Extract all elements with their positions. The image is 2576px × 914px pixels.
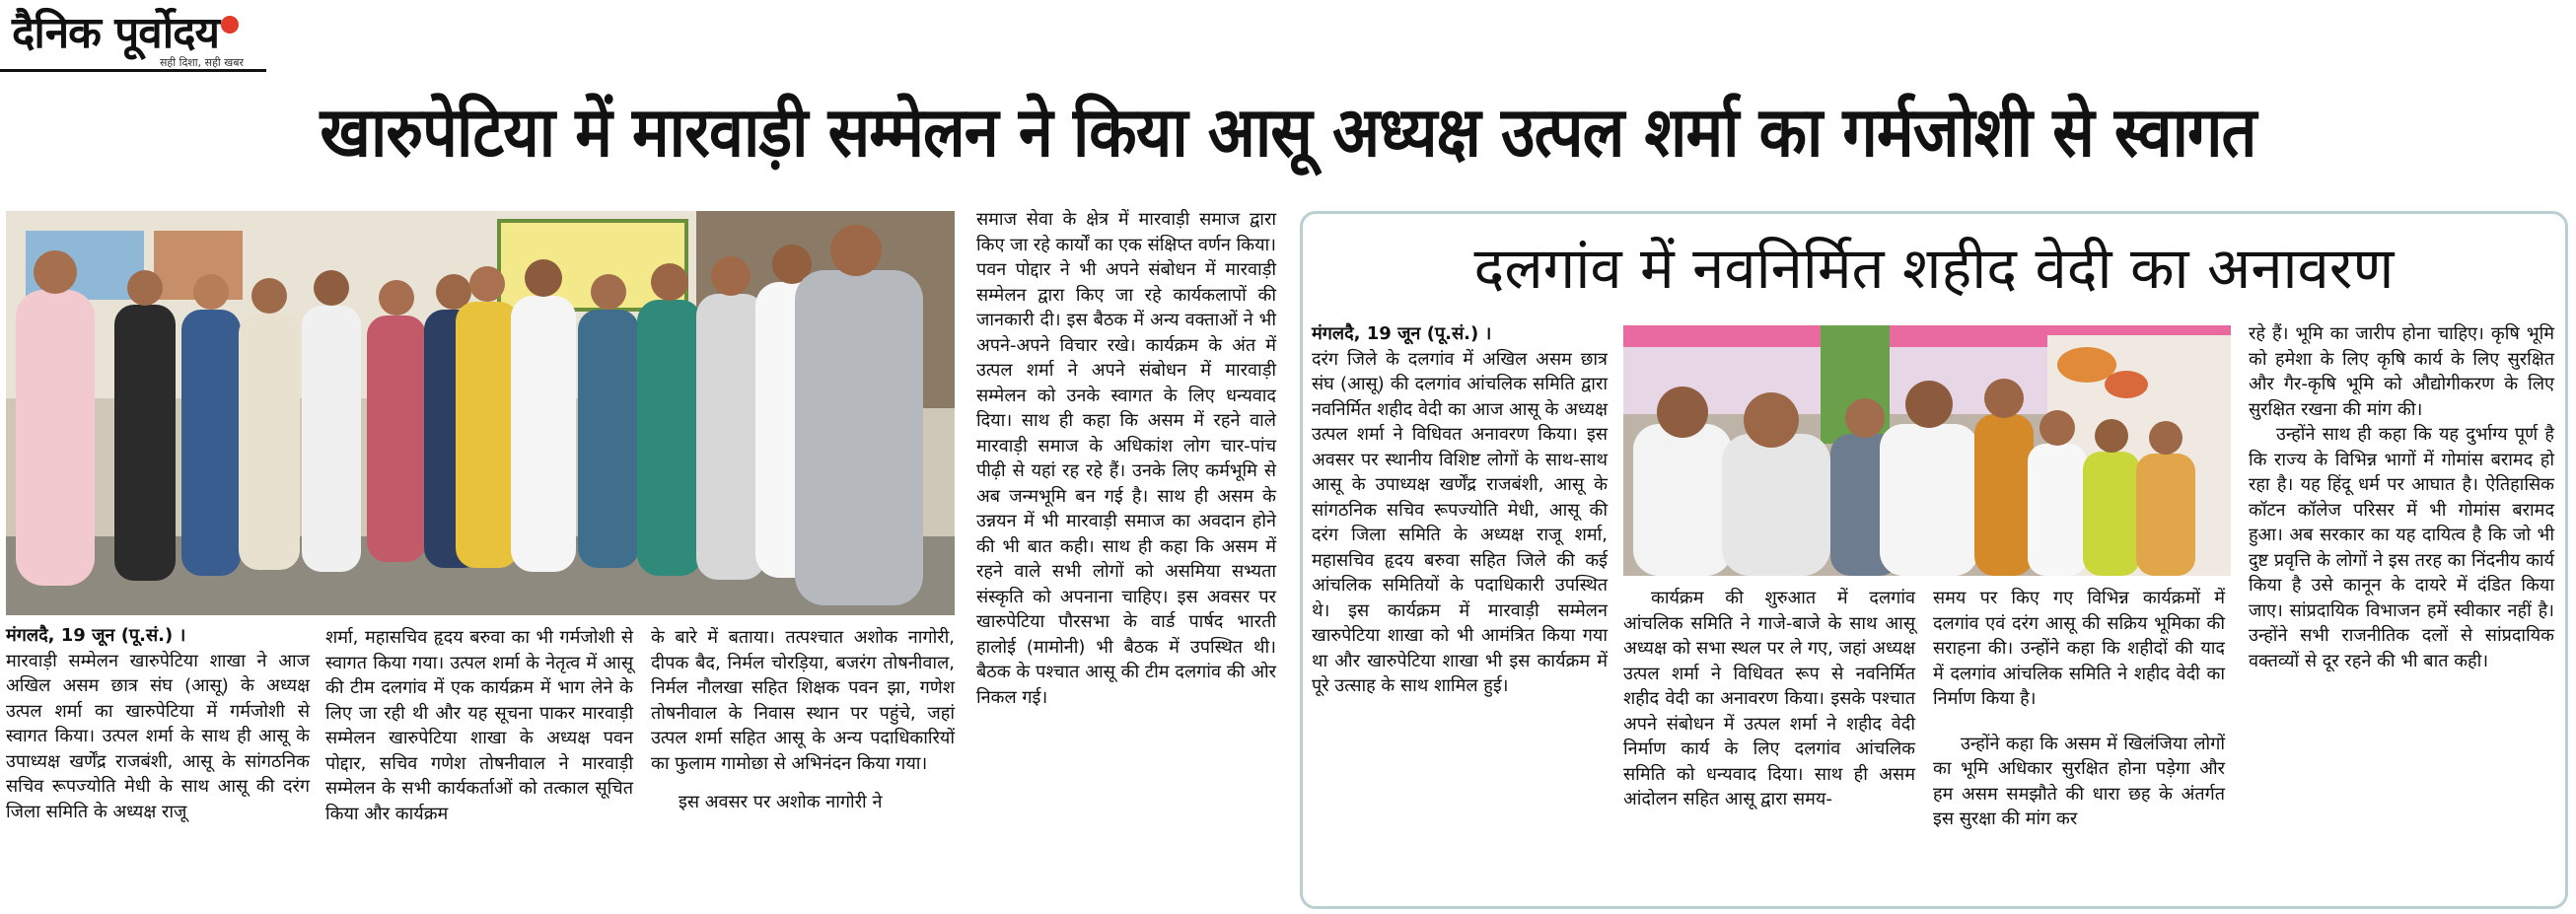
second-story-column-1: [1312, 321, 1608, 699]
second-story-column-2: [1623, 586, 1915, 812]
masthead: [12, 8, 244, 70]
main-story-col3-text: के बारे में बताया। तत्पश्चात अशोक नागोरी, दीपक बैद, निर्मल चोरड़िया, बजरंग तोषनीवाल, निर्मल नौलखा सहित शिक्षक पवन झा, गणेश तोषनीवाल के निवास स्थान पर पहुंचे, जहां उत्पल शर्मा सहित आसू के अन्य पदाधिकारियों का फुलाम गामोछा से अभिनंदन किया गया।: [651, 627, 955, 774]
second-story-col3b-text: उन्होंने कहा कि असम में खिलंजिया लोगों का भूमि अधिकार सुरक्षित होना पड़ेगा और हम असम समझौते की धारा छह के अंतर्गत इस सुरक्षा की मांग कर: [1933, 733, 2225, 829]
main-story-col1-text: मारवाड़ी सम्मेलन खारुपेटिया शाखा ने आज अखिल असम छात्र संघ (आसू) के अध्यक्ष उत्पल शर्मा का खारुपेटिया में गर्मजोशी से स्वागत किया। उत्पल शर्मा के साथ ही आसू के उपाध्यक्ष खर्णेंद्र राजबंशी, आसू के सांगठनिक सचिव रूपज्योति मेधी के साथ आसू की दरंग जिला समिति के अध्यक्ष राजू: [6, 650, 310, 822]
main-story-column-4: [976, 207, 1276, 710]
second-story-dateline: मंगलदै, 19 जून (पू.सं.) ।: [1312, 323, 1492, 344]
main-story-dateline: मंगलदै, 19 जून (पू.सं.) ।: [6, 625, 186, 646]
second-story-col2-text: कार्यक्रम की शुरुआत में दलगांव आंचलिक समिति ने गाजे-बाजे के साथ आसू अध्यक्ष को सभा स्थल पर ले गए, जहां अध्यक्ष उत्पल शर्मा ने विधिवत रूप से नवनिर्मित शहीद वेदी का अनावरण किया। इसके पश्चात अपने संबोधन में उत्पल शर्मा ने शहीद वेदी निर्माण कार्य के लिए दलगांव आंचलिक समिति को धन्यवाद दिया। साथ ही असम आंदोलन सहित आसू द्वारा समय-: [1623, 588, 1915, 809]
second-story-col1-text: दरंग जिले के दलगांव में अखिल असम छात्र संघ (आसू) की दलगांव आंचलिक समिति द्वारा नवनिर्मित शहीद वेदी का आज आसू के अध्यक्ष उत्पल शर्मा ने विधिवत अनावरण किया। इस अवसर पर स्थानीय विशिष्ट लोगों के साथ-साथ आसू के उपाध्यक्ष खर्णेंद्र राजबंशी, आसू के सांगठनिक सचिव रूपज्योति मेधी, आसू की दरंग जिला समिति के अध्यक्ष राजू शर्मा, महासचिव हृदय बरुवा सहित जिले की कई आंचलिक समितियों के पदाधिकारी उपस्थित थे। इस कार्यक्रम में मारवाड़ी सम्मेलन खारुपेटिया शाखा को भी आमंत्रित किया गया था और खारुपेटिया शाखा भी इस कार्यक्रम में पूरे उत्साह के साथ शामिल हुई।: [1312, 348, 1608, 696]
masthead-tagline: सही दिशा, सही खबर: [160, 56, 245, 69]
masthead-name: दैनिक पूर्वोदय: [12, 8, 220, 58]
masthead-rule: [0, 69, 266, 72]
main-story-column-1: [6, 623, 310, 824]
masthead-logo-dot-icon: [221, 16, 239, 34]
second-story-headline: दलगांव में नवनिर्मित शहीद वेदी का अनावरण: [1473, 235, 2395, 302]
second-story-column-4: [2249, 321, 2554, 673]
main-story-col3-last: इस अवसर पर अशोक नागोरी ने: [679, 792, 883, 812]
second-story-col4a-text: रहे हैं। भूमि का जारीप होना चाहिए। कृषि भूमि को हमेशा के लिए कृषि कार्य के लिए सुरक्षित और गैर-कृषि भूमि को औद्योगीकरण के लिए सुरक्षित रखना की मांग की।: [2249, 323, 2554, 420]
main-story-column-2: [325, 625, 633, 826]
second-story-photo: [1623, 325, 2231, 576]
main-story-column-3: [651, 625, 955, 815]
second-story-col3a-text: समय पर किए गए विभिन्न कार्यक्रमों में दलगांव एवं दरंग आसू की सक्रिय भूमिका की सराहना की। उन्होंने कहा कि शहीदों की याद में दलगांव आंचलिक समिति ने शहीद वेदी का निर्माण किया है।: [1933, 588, 2225, 709]
main-story-photo: [6, 211, 955, 615]
main-story-col4-text: समाज सेवा के क्षेत्र में मारवाड़ी समाज द्वारा किए जा रहे कार्यों का एक संक्षिप्त वर्णन किया। पवन पोद्दार ने भी अपने संबोधन में मारवाड़ी सम्मेलन द्वारा किए जा रहे कार्यकलापों की जानकारी दी। इस बैठक में अन्य वक्ताओं ने भी अपने-अपने विचार रखे। कार्यक्रम के अंत में उत्पल शर्मा ने अपने संबोधन में मारवाड़ी सम्मेलन को उनके स्वागत के लिए धन्यवाद दिया। साथ ही कहा कि असम में रहने वाले मारवाड़ी समाज के अधिकांश लोग चार-पांच पीढ़ी से यहां रह रहे हैं। उनके लिए कर्मभूमि से अब जन्मभूमि बन गई है। साथ ही असम के उन्नयन में भी मारवाड़ी समाज का अवदान होने की भी बात कही। साथ ही कहा कि असम में रहने वाले सभी लोगों को असमिया सभ्यता संस्कृति को अपनाना चाहिए। इस अवसर पर खारुपेटिया पौरसभा के वार्ड पार्षद भारती हालोई (मामोनी) भी बैठक में उपस्थित थी। बैठक के पश्चात आसू की टीम दलगांव की ओर निकल गई।: [976, 209, 1276, 708]
second-story-column-3: [1933, 586, 2225, 832]
second-story-col4b-text: उन्होंने साथ ही कहा कि यह दुर्भाग्य पूर्ण है कि राज्य के विभिन्न भागों में गोमांस बरामद हो रहा है। यह हिंदू धर्म पर आघात है। ऐतिहासिक कॉटन कॉलेज परिसर में भी गोमांस बरामद हुआ। अब सरकार का यह दायित्व है कि जो भी दुष्ट प्रवृत्ति के लोगों ने इस तरह का निंदनीय कार्य किया है उसे कानून के दायरे में दंडित किया जाए। सांप्रदायिक विभाजन हमें स्वीकार नहीं है। उन्होंने सभी राजनीतिक दलों से सांप्रदायिक वक्तव्यों से दूर रहने की भी बात कही।: [2249, 424, 2554, 671]
main-story-col2-text: शर्मा, महासचिव हृदय बरुवा का भी गर्मजोशी से स्वागत किया गया। उत्पल शर्मा के नेतृत्व में आसू की टीम दलगांव में एक कार्यक्रम में भाग लेने के लिए जा रही थी और यह सूचना पाकर मारवाड़ी सम्मेलन खारुपेटिया शाखा के अध्यक्ष पवन पोद्दार, सचिव गणेश तोषनीवाल ने मारवाड़ी सम्मेलन के सभी कार्यकर्ताओं को तत्काल सूचित किया और कार्यक्रम: [325, 627, 633, 824]
main-headline: खारुपेटिया में मारवाड़ी सम्मेलन ने किया आसू अध्यक्ष उत्पल शर्मा का गर्मजोशी से स्वागत: [320, 92, 2256, 173]
